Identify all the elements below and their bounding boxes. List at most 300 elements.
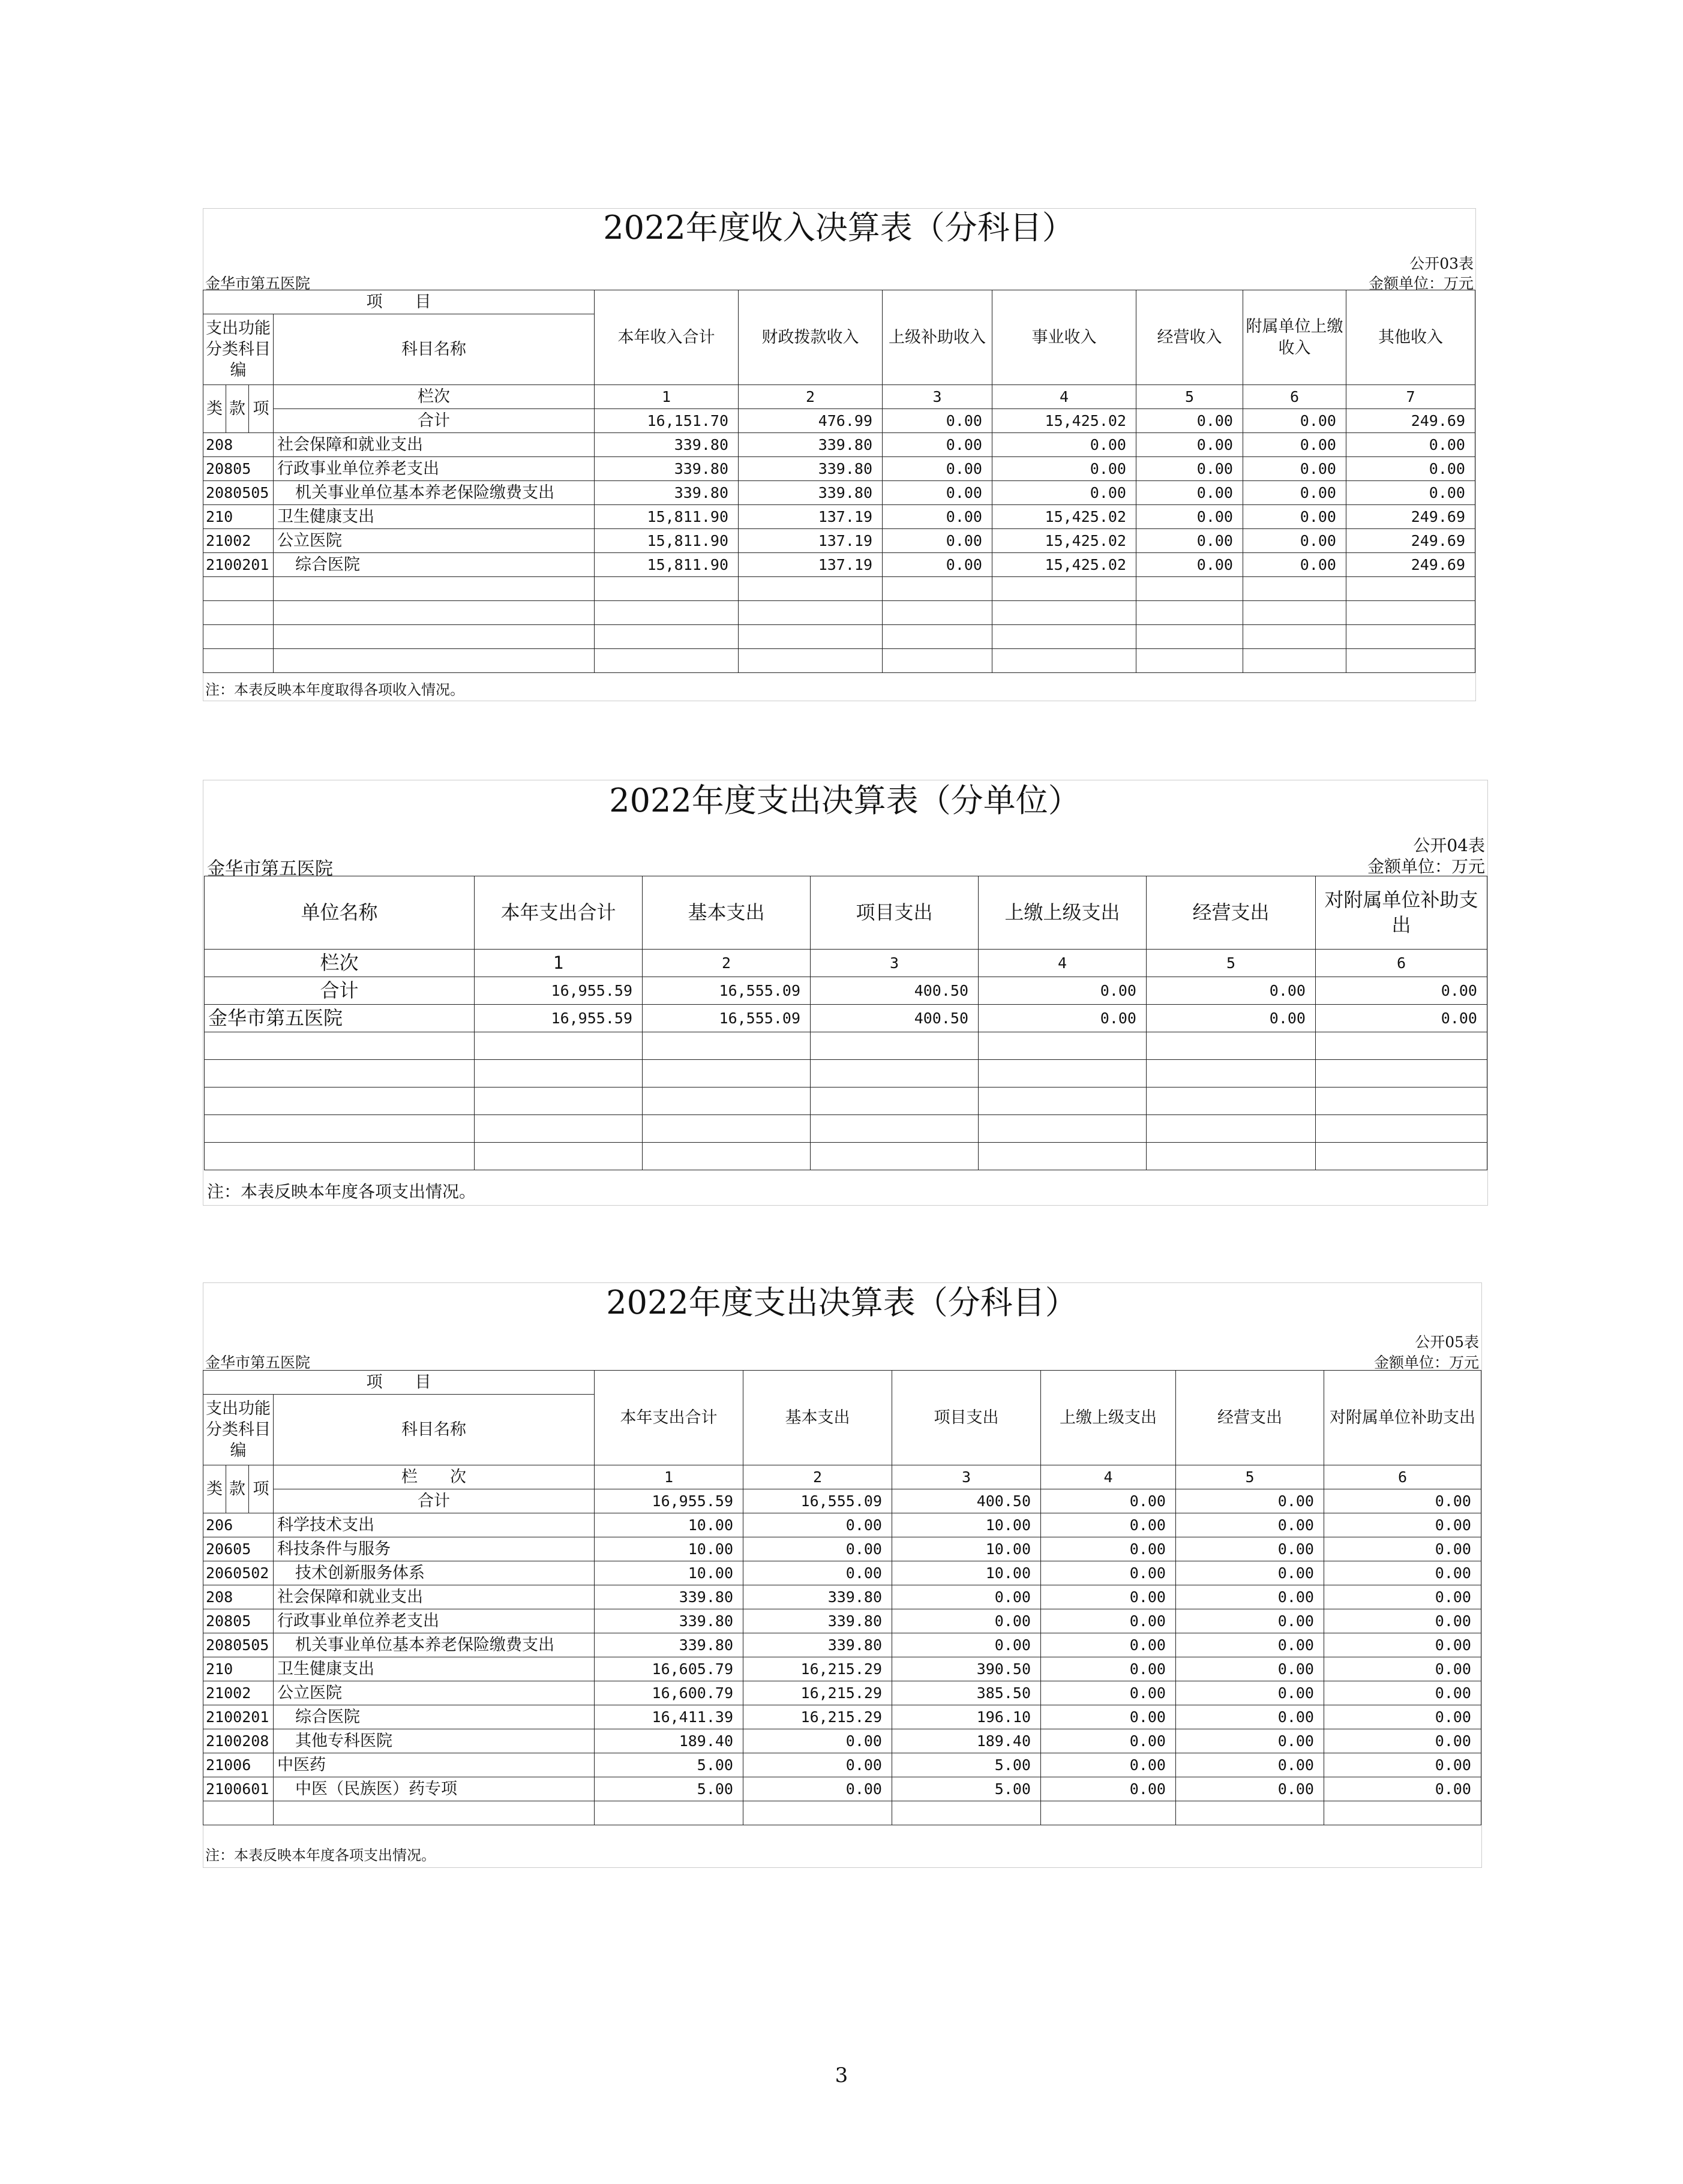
amount-cell: 0.00 bbox=[1176, 1561, 1324, 1585]
amount-cell: 0.00 bbox=[1324, 1561, 1481, 1585]
table-row bbox=[203, 1609, 1481, 1633]
amount-cell: 15,811.90 bbox=[595, 505, 739, 529]
amount-cell: 339.80 bbox=[595, 457, 739, 481]
subject-name: 行政事业单位养老支出 bbox=[274, 457, 595, 481]
amount-cell: 0.00 bbox=[992, 457, 1136, 481]
empty-cell bbox=[643, 1088, 811, 1115]
amount-cell: 339.80 bbox=[595, 1633, 743, 1657]
table2-total-2: 16,555.09 bbox=[643, 977, 811, 1005]
empty-cell bbox=[1346, 601, 1475, 625]
income-table bbox=[203, 290, 1475, 673]
table2-header-name: 单位名称 bbox=[205, 876, 475, 950]
table-row bbox=[203, 1585, 1481, 1609]
subject-code: 2060502 bbox=[203, 1561, 274, 1585]
amount-cell: 339.80 bbox=[739, 433, 883, 457]
empty-cell bbox=[1316, 1115, 1487, 1143]
table1-col-1: 本年收入合计 bbox=[595, 290, 739, 385]
empty-cell bbox=[1346, 577, 1475, 601]
table1-col-6: 附属单位上缴收入 bbox=[1243, 290, 1346, 385]
empty-cell bbox=[203, 649, 274, 673]
amount-cell: 0.00 bbox=[1041, 1777, 1176, 1801]
empty-cell bbox=[643, 1032, 811, 1060]
table1-total-7: 249.69 bbox=[1346, 409, 1475, 433]
empty-cell bbox=[1136, 577, 1243, 601]
empty-cell bbox=[883, 625, 992, 649]
empty-cell bbox=[643, 1060, 811, 1088]
table3-total-label: 合计 bbox=[274, 1489, 595, 1513]
amount-cell: 0.00 bbox=[1136, 433, 1243, 457]
amount-cell: 5.00 bbox=[892, 1777, 1041, 1801]
amount-cell: 339.80 bbox=[743, 1633, 892, 1657]
amount-cell: 15,811.90 bbox=[595, 553, 739, 577]
amount-cell: 0.00 bbox=[1176, 1657, 1324, 1681]
empty-cell bbox=[475, 1115, 643, 1143]
subject-name: 综合医院 bbox=[274, 553, 595, 577]
amount-cell: 10.00 bbox=[595, 1537, 743, 1561]
subject-name: 科学技术支出 bbox=[274, 1513, 595, 1537]
subject-name: 技术创新服务体系 bbox=[274, 1561, 595, 1585]
amount-cell: 0.00 bbox=[1324, 1657, 1481, 1681]
amount-cell: 189.40 bbox=[595, 1729, 743, 1753]
empty-cell bbox=[274, 577, 595, 601]
table3-note: 注：本表反映本年度各项支出情况。 bbox=[205, 1847, 436, 1864]
amount-cell: 0.00 bbox=[883, 433, 992, 457]
subject-name: 其他专科医院 bbox=[274, 1729, 595, 1753]
table3-total-2: 16,555.09 bbox=[743, 1489, 892, 1513]
empty-cell bbox=[205, 1143, 475, 1170]
table1-code: 公开03表 bbox=[1409, 255, 1474, 272]
amount-cell: 339.80 bbox=[739, 481, 883, 505]
expense-by-unit-table bbox=[204, 876, 1487, 1170]
table3-header-item: 项 目 bbox=[203, 1371, 595, 1395]
amount-cell: 400.50 bbox=[811, 1005, 979, 1032]
table3-seq-5: 5 bbox=[1176, 1465, 1324, 1489]
amount-cell: 0.00 bbox=[1324, 1753, 1481, 1777]
amount-cell: 0.00 bbox=[1041, 1561, 1176, 1585]
amount-cell: 0.00 bbox=[1243, 505, 1346, 529]
amount-cell: 0.00 bbox=[743, 1513, 892, 1537]
amount-cell: 0.00 bbox=[1136, 481, 1243, 505]
empty-cell bbox=[811, 1088, 979, 1115]
empty-cell bbox=[1243, 577, 1346, 601]
empty-cell bbox=[1316, 1088, 1487, 1115]
empty-cell bbox=[1316, 1032, 1487, 1060]
table2-seq-6: 6 bbox=[1316, 950, 1487, 977]
subject-name: 中医药 bbox=[274, 1753, 595, 1777]
table1-col-4: 事业收入 bbox=[992, 290, 1136, 385]
amount-cell: 0.00 bbox=[1041, 1633, 1176, 1657]
table2-seq-2: 2 bbox=[643, 950, 811, 977]
amount-cell: 249.69 bbox=[1346, 553, 1475, 577]
table3-col-2: 基本支出 bbox=[743, 1371, 892, 1465]
empty-cell bbox=[1243, 649, 1346, 673]
table1-sub-kuan: 款 bbox=[226, 385, 249, 433]
empty-cell bbox=[1346, 625, 1475, 649]
amount-cell: 16,605.79 bbox=[595, 1657, 743, 1681]
amount-cell: 0.00 bbox=[883, 553, 992, 577]
empty-cell bbox=[1147, 1032, 1316, 1060]
amount-cell: 196.10 bbox=[892, 1705, 1041, 1729]
amount-cell: 16,215.29 bbox=[743, 1657, 892, 1681]
empty-cell bbox=[205, 1060, 475, 1088]
amount-cell: 339.80 bbox=[595, 1609, 743, 1633]
table3-seq-4: 4 bbox=[1041, 1465, 1176, 1489]
subject-name: 综合医院 bbox=[274, 1705, 595, 1729]
empty-row bbox=[205, 1060, 1487, 1088]
subject-name: 社会保障和就业支出 bbox=[274, 433, 595, 457]
table3-sub-xiang: 项 bbox=[249, 1465, 274, 1513]
amount-cell: 0.00 bbox=[1324, 1609, 1481, 1633]
empty-cell bbox=[475, 1088, 643, 1115]
expense-by-subject-table bbox=[203, 1370, 1481, 1825]
amount-cell: 5.00 bbox=[595, 1753, 743, 1777]
amount-cell: 15,811.90 bbox=[595, 529, 739, 553]
table2-unit-name: 金华市第五医院 bbox=[207, 858, 333, 879]
subject-code: 210 bbox=[203, 505, 274, 529]
subject-code: 2100201 bbox=[203, 1705, 274, 1729]
empty-cell bbox=[595, 577, 739, 601]
table1-seq-5: 5 bbox=[1136, 385, 1243, 409]
amount-cell: 385.50 bbox=[892, 1681, 1041, 1705]
amount-cell: 16,600.79 bbox=[595, 1681, 743, 1705]
empty-cell bbox=[203, 625, 274, 649]
empty-cell bbox=[1147, 1143, 1316, 1170]
amount-cell: 339.80 bbox=[739, 457, 883, 481]
amount-cell: 10.00 bbox=[892, 1513, 1041, 1537]
amount-cell: 0.00 bbox=[1243, 433, 1346, 457]
subject-code: 208 bbox=[203, 433, 274, 457]
empty-cell bbox=[992, 649, 1136, 673]
table2-seq-5: 5 bbox=[1147, 950, 1316, 977]
subject-code: 2100208 bbox=[203, 1729, 274, 1753]
empty-row bbox=[205, 1088, 1487, 1115]
table1-header-func: 支出功能分类科目编 bbox=[203, 314, 274, 385]
amount-cell: 390.50 bbox=[892, 1657, 1041, 1681]
table1-seq-label: 栏次 bbox=[274, 385, 595, 409]
table3-header-func: 支出功能分类科目编 bbox=[203, 1395, 274, 1465]
empty-cell bbox=[1243, 601, 1346, 625]
subject-code: 21006 bbox=[203, 1753, 274, 1777]
table1-total-3: 0.00 bbox=[883, 409, 992, 433]
empty-cell bbox=[1316, 1143, 1487, 1170]
empty-row bbox=[205, 1115, 1487, 1143]
amount-cell: 339.80 bbox=[595, 433, 739, 457]
table1-total-5: 0.00 bbox=[1136, 409, 1243, 433]
table-row bbox=[203, 1657, 1481, 1681]
table1-title: 2022年度收入决算表（分科目） bbox=[603, 209, 1075, 247]
amount-cell: 0.00 bbox=[1041, 1753, 1176, 1777]
table3-col-3: 项目支出 bbox=[892, 1371, 1041, 1465]
amount-cell: 249.69 bbox=[1346, 505, 1475, 529]
amount-cell: 0.00 bbox=[883, 505, 992, 529]
amount-cell: 0.00 bbox=[1176, 1537, 1324, 1561]
table2-currency-unit: 金额单位：万元 bbox=[1367, 857, 1485, 876]
empty-cell bbox=[1147, 1115, 1316, 1143]
amount-cell: 0.00 bbox=[892, 1633, 1041, 1657]
empty-row bbox=[203, 625, 1475, 649]
empty-row bbox=[203, 649, 1475, 673]
amount-cell: 0.00 bbox=[1324, 1633, 1481, 1657]
amount-cell: 0.00 bbox=[743, 1729, 892, 1753]
table3-total-1: 16,955.59 bbox=[595, 1489, 743, 1513]
table1-sub-xiang: 项 bbox=[249, 385, 274, 433]
amount-cell: 0.00 bbox=[883, 529, 992, 553]
table-row bbox=[203, 505, 1475, 529]
table3-total-5: 0.00 bbox=[1176, 1489, 1324, 1513]
table1-seq-2: 2 bbox=[739, 385, 883, 409]
empty-cell bbox=[205, 1032, 475, 1060]
subject-name: 中医（民族医）药专项 bbox=[274, 1777, 595, 1801]
table3-header-name: 科目名称 bbox=[274, 1395, 595, 1465]
empty-cell bbox=[1136, 601, 1243, 625]
amount-cell: 0.00 bbox=[1136, 505, 1243, 529]
amount-cell: 0.00 bbox=[892, 1609, 1041, 1633]
table2-col-6: 对附属单位补助支出 bbox=[1316, 876, 1487, 950]
empty-cell bbox=[643, 1143, 811, 1170]
amount-cell: 0.00 bbox=[979, 1005, 1147, 1032]
table1-total-6: 0.00 bbox=[1243, 409, 1346, 433]
table1-seq-1: 1 bbox=[595, 385, 739, 409]
amount-cell: 249.69 bbox=[1346, 529, 1475, 553]
table1-col-2: 财政拨款收入 bbox=[739, 290, 883, 385]
amount-cell: 10.00 bbox=[595, 1561, 743, 1585]
amount-cell: 0.00 bbox=[1176, 1777, 1324, 1801]
amount-cell: 0.00 bbox=[1176, 1633, 1324, 1657]
amount-cell: 0.00 bbox=[1316, 1005, 1487, 1032]
table3-seq-6: 6 bbox=[1324, 1465, 1481, 1489]
empty-cell bbox=[475, 1060, 643, 1088]
table1-total-1: 16,151.70 bbox=[595, 409, 739, 433]
empty-cell bbox=[739, 649, 883, 673]
table1-total-2: 476.99 bbox=[739, 409, 883, 433]
empty-row bbox=[203, 601, 1475, 625]
amount-cell: 189.40 bbox=[892, 1729, 1041, 1753]
amount-cell: 10.00 bbox=[595, 1513, 743, 1537]
table-row bbox=[203, 1681, 1481, 1705]
empty-cell bbox=[1316, 1060, 1487, 1088]
amount-cell: 0.00 bbox=[1324, 1585, 1481, 1609]
empty-cell bbox=[883, 601, 992, 625]
subject-code: 2100601 bbox=[203, 1777, 274, 1801]
table3-col-1: 本年支出合计 bbox=[595, 1371, 743, 1465]
subject-name: 机关事业单位基本养老保险缴费支出 bbox=[274, 1633, 595, 1657]
table3-col-4: 上缴上级支出 bbox=[1041, 1371, 1176, 1465]
subject-name: 公立医院 bbox=[274, 1681, 595, 1705]
amount-cell: 0.00 bbox=[1346, 433, 1475, 457]
amount-cell: 15,425.02 bbox=[992, 529, 1136, 553]
subject-code: 206 bbox=[203, 1513, 274, 1537]
amount-cell: 0.00 bbox=[1176, 1681, 1324, 1705]
amount-cell: 339.80 bbox=[743, 1609, 892, 1633]
table1-header-item: 项 目 bbox=[203, 290, 595, 314]
subject-code: 20805 bbox=[203, 1609, 274, 1633]
table3-seq-1: 1 bbox=[595, 1465, 743, 1489]
amount-cell: 0.00 bbox=[1041, 1585, 1176, 1609]
table2-code: 公开04表 bbox=[1413, 836, 1485, 855]
amount-cell: 0.00 bbox=[992, 433, 1136, 457]
table2-total-label: 合计 bbox=[205, 977, 475, 1005]
table1-seq-3: 3 bbox=[883, 385, 992, 409]
amount-cell: 0.00 bbox=[1176, 1729, 1324, 1753]
amount-cell: 0.00 bbox=[1176, 1513, 1324, 1537]
amount-cell: 16,215.29 bbox=[743, 1705, 892, 1729]
empty-cell bbox=[1147, 1060, 1316, 1088]
empty-cell bbox=[979, 1032, 1147, 1060]
subject-code: 208 bbox=[203, 1585, 274, 1609]
empty-cell bbox=[883, 577, 992, 601]
amount-cell: 0.00 bbox=[1041, 1729, 1176, 1753]
table-row bbox=[203, 1777, 1481, 1801]
empty-cell bbox=[979, 1143, 1147, 1170]
amount-cell: 0.00 bbox=[1136, 553, 1243, 577]
amount-cell: 0.00 bbox=[1176, 1753, 1324, 1777]
amount-cell: 0.00 bbox=[1324, 1729, 1481, 1753]
table-row bbox=[203, 1633, 1481, 1657]
table2-total-4: 0.00 bbox=[979, 977, 1147, 1005]
table3-title: 2022年度支出决算表（分科目） bbox=[606, 1284, 1078, 1321]
table1-seq-6: 6 bbox=[1243, 385, 1346, 409]
amount-cell: 0.00 bbox=[1176, 1585, 1324, 1609]
subject-name: 公立医院 bbox=[274, 529, 595, 553]
table3-sub-lei: 类 bbox=[203, 1465, 226, 1513]
amount-cell: 0.00 bbox=[1324, 1777, 1481, 1801]
subject-code: 2100201 bbox=[203, 553, 274, 577]
table-row bbox=[203, 1705, 1481, 1729]
empty-cell bbox=[739, 601, 883, 625]
amount-cell: 0.00 bbox=[1346, 457, 1475, 481]
table1-total-label: 合计 bbox=[274, 409, 595, 433]
empty-row bbox=[205, 1143, 1487, 1170]
empty-cell bbox=[739, 577, 883, 601]
table1-header-name: 科目名称 bbox=[274, 314, 595, 385]
empty-cell bbox=[979, 1088, 1147, 1115]
table3-total-4: 0.00 bbox=[1041, 1489, 1176, 1513]
page-number: 3 bbox=[835, 2063, 848, 2087]
table1-sub-lei: 类 bbox=[203, 385, 226, 433]
subject-name: 科技条件与服务 bbox=[274, 1537, 595, 1561]
amount-cell: 0.00 bbox=[1243, 457, 1346, 481]
empty-row bbox=[203, 577, 1475, 601]
table2-seq-3: 3 bbox=[811, 950, 979, 977]
table3-currency-unit: 金额单位：万元 bbox=[1373, 1354, 1479, 1371]
table1-seq-7: 7 bbox=[1346, 385, 1475, 409]
table2-col-4: 上缴上级支出 bbox=[979, 876, 1147, 950]
table3-seq-3: 3 bbox=[892, 1465, 1041, 1489]
amount-cell: 16,411.39 bbox=[595, 1705, 743, 1729]
amount-cell: 137.19 bbox=[739, 505, 883, 529]
empty-cell bbox=[1346, 649, 1475, 673]
empty-cell bbox=[595, 601, 739, 625]
table2-seq-1: 1 bbox=[475, 950, 643, 977]
table2-seq-label: 栏次 bbox=[205, 950, 475, 977]
subject-code: 2080505 bbox=[203, 1633, 274, 1657]
table3-col-6: 对附属单位补助支出 bbox=[1324, 1371, 1481, 1465]
table-row bbox=[203, 481, 1475, 505]
table1-col-5: 经营收入 bbox=[1136, 290, 1243, 385]
amount-cell: 0.00 bbox=[743, 1537, 892, 1561]
amount-cell: 0.00 bbox=[1041, 1681, 1176, 1705]
table1-note: 注：本表反映本年度取得各项收入情况。 bbox=[205, 681, 464, 698]
amount-cell: 0.00 bbox=[1324, 1705, 1481, 1729]
subject-name: 社会保障和就业支出 bbox=[274, 1585, 595, 1609]
table2-col-2: 基本支出 bbox=[643, 876, 811, 950]
empty-cell bbox=[892, 1801, 1041, 1825]
amount-cell: 0.00 bbox=[1243, 553, 1346, 577]
table3-seq-2: 2 bbox=[743, 1465, 892, 1489]
subject-code: 210 bbox=[203, 1657, 274, 1681]
table1-unit-name: 金华市第五医院 bbox=[205, 275, 311, 292]
empty-cell bbox=[992, 577, 1136, 601]
amount-cell: 0.00 bbox=[992, 481, 1136, 505]
amount-cell: 0.00 bbox=[1041, 1609, 1176, 1633]
table1-seq-4: 4 bbox=[992, 385, 1136, 409]
amount-cell: 10.00 bbox=[892, 1537, 1041, 1561]
empty-cell bbox=[203, 1801, 274, 1825]
amount-cell: 0.00 bbox=[1324, 1681, 1481, 1705]
empty-cell bbox=[739, 625, 883, 649]
empty-cell bbox=[1147, 1088, 1316, 1115]
table1-col-3: 上级补助收入 bbox=[883, 290, 992, 385]
amount-cell: 0.00 bbox=[883, 457, 992, 481]
amount-cell: 0.00 bbox=[1243, 481, 1346, 505]
table2-total-6: 0.00 bbox=[1316, 977, 1487, 1005]
empty-cell bbox=[811, 1143, 979, 1170]
table2-col-5: 经营支出 bbox=[1147, 876, 1316, 950]
empty-row bbox=[205, 1032, 1487, 1060]
table2-title: 2022年度支出决算表（分单位） bbox=[609, 782, 1081, 819]
amount-cell: 137.19 bbox=[739, 529, 883, 553]
empty-cell bbox=[274, 625, 595, 649]
table1-currency-unit: 金额单位：万元 bbox=[1368, 275, 1474, 292]
empty-row bbox=[203, 1801, 1481, 1825]
empty-cell bbox=[595, 625, 739, 649]
amount-cell: 0.00 bbox=[1041, 1657, 1176, 1681]
table3-total-6: 0.00 bbox=[1324, 1489, 1481, 1513]
amount-cell: 0.00 bbox=[1176, 1705, 1324, 1729]
table-row bbox=[203, 1561, 1481, 1585]
table-row bbox=[203, 1537, 1481, 1561]
empty-cell bbox=[1243, 625, 1346, 649]
subject-code: 21002 bbox=[203, 1681, 274, 1705]
amount-cell: 339.80 bbox=[595, 1585, 743, 1609]
amount-cell: 0.00 bbox=[743, 1777, 892, 1801]
amount-cell: 0.00 bbox=[1136, 457, 1243, 481]
table3-sub-kuan: 款 bbox=[226, 1465, 249, 1513]
amount-cell: 137.19 bbox=[739, 553, 883, 577]
amount-cell: 0.00 bbox=[883, 481, 992, 505]
table3-unit-name: 金华市第五医院 bbox=[205, 1354, 311, 1371]
amount-cell: 0.00 bbox=[1136, 529, 1243, 553]
table1-total-4: 15,425.02 bbox=[992, 409, 1136, 433]
amount-cell: 15,425.02 bbox=[992, 553, 1136, 577]
table-row bbox=[203, 1753, 1481, 1777]
table3-col-5: 经营支出 bbox=[1176, 1371, 1324, 1465]
amount-cell: 0.00 bbox=[1346, 481, 1475, 505]
table2-col-1: 本年支出合计 bbox=[475, 876, 643, 950]
table3-code: 公开05表 bbox=[1415, 1333, 1479, 1351]
empty-cell bbox=[979, 1115, 1147, 1143]
amount-cell: 16,555.09 bbox=[643, 1005, 811, 1032]
subject-code: 21002 bbox=[203, 529, 274, 553]
subject-code: 2080505 bbox=[203, 481, 274, 505]
table-row bbox=[203, 1513, 1481, 1537]
subject-name: 行政事业单位养老支出 bbox=[274, 1609, 595, 1633]
empty-cell bbox=[883, 649, 992, 673]
empty-cell bbox=[1041, 1801, 1176, 1825]
table2-total-1: 16,955.59 bbox=[475, 977, 643, 1005]
amount-cell: 0.00 bbox=[1324, 1537, 1481, 1561]
table-row bbox=[203, 529, 1475, 553]
